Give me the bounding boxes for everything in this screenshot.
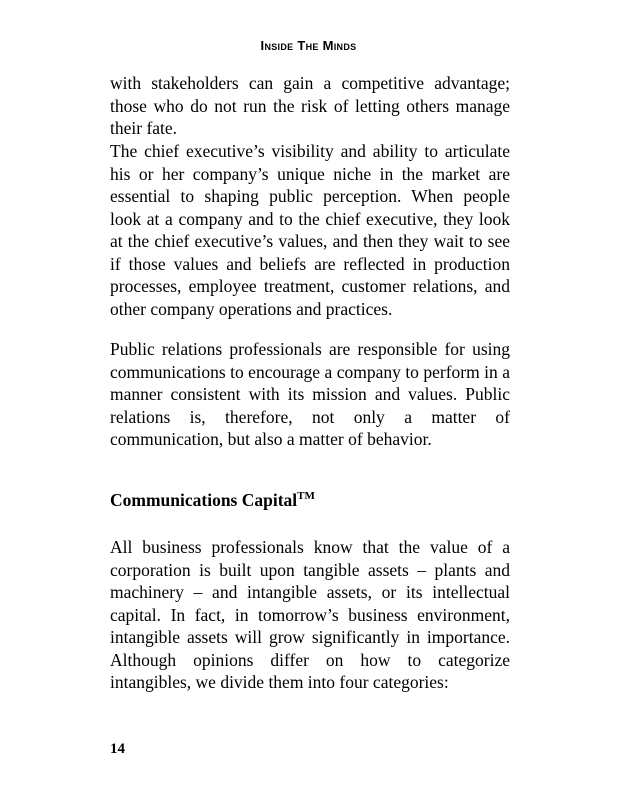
paragraph-chief-executive: The chief executive’s visibility and ability to articulate his or her company’s unique niche in the market are essential to shaping public perception. When people look at a company and to the chief executive, they look at the chief executive’s values, and then they wait to see if those values and beliefs are reflected in production processes, employee treatment, customer relations, and other company operations and practices.: [110, 141, 510, 319]
paragraph-stakeholders: with stakeholders can gain a competitive advantage; those who do not run the risk of letting others manage their fate.: [110, 73, 510, 138]
paragraph-intangible-assets: All business professionals know that the value of a corporation is built upon tangible assets – plants and machinery – and intangible assets, or its intellectual capital. In fact, in tomorrow’s business environment, intangible assets will grow significantly in importance. Although opinions differ on how to categorize intangibles, we divide them into four categories:: [110, 537, 510, 692]
paragraph-public-relations: Public relations professionals are responsible for using communications to encourage a company to perform in a manner consistent with its mission and values. Public relations is, therefore, not only a matter of communication, but also a matter of behavior.: [110, 339, 510, 449]
trademark-mark: TM: [297, 490, 315, 502]
page-number: 14: [110, 741, 125, 757]
section-heading-text: Communications Capital: [110, 490, 298, 510]
section-heading: [110, 490, 315, 511]
running-head: Inside The Minds: [260, 38, 357, 53]
